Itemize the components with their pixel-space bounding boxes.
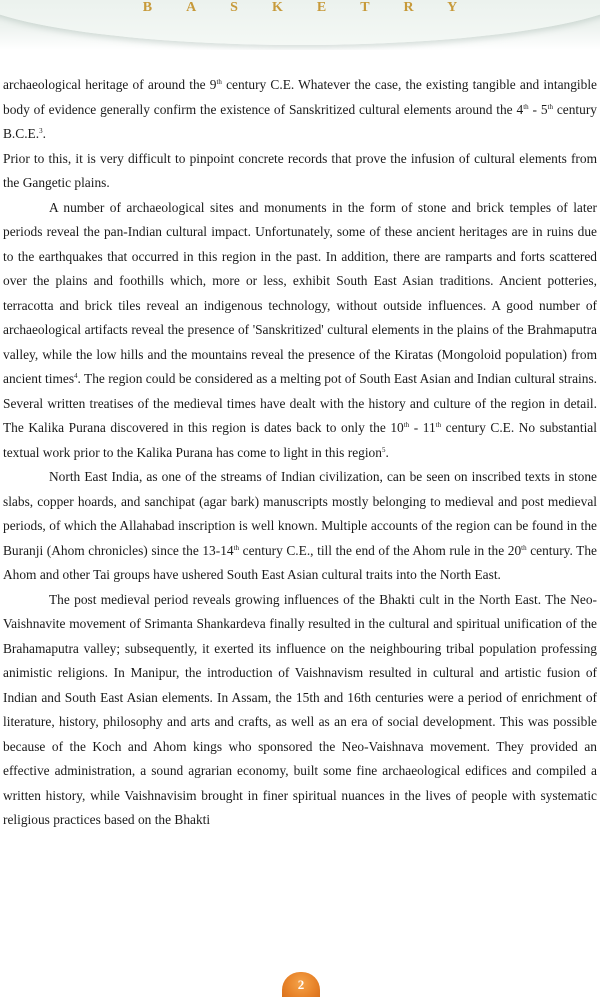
- body-text: [3, 73, 597, 833]
- page-number: 2: [297, 977, 305, 992]
- superscript: th: [547, 102, 553, 111]
- superscript: th: [216, 78, 222, 86]
- superscript: th: [233, 543, 240, 552]
- superscript: th: [521, 543, 527, 552]
- paragraph-1: archaeological heritage of around the 9th century C.E. Whatever the case, the existing tangible and intangible body of evidence generally confirm the existence of Sanskritized cultural elements around the 4th - 5th century B.C.E.$^3$.: [3, 77, 597, 141]
- superscript: th: [403, 421, 410, 429]
- footnote-ref: 5: [381, 445, 386, 454]
- page-number-badge: [282, 972, 320, 997]
- paragraph-2: Prior to this, it is very difficult to pinpoint concrete records that prove the infusion of cultural elements from the Gangetic plains.: [3, 150, 597, 190]
- running-header-title: BASKETRY: [142, 0, 492, 15]
- paragraph-3: A number of archaeological sites and monuments in the form of stone and brick temples of later periods reveal the pan-Indian cultural impact. Unfortunately, some of these ancient heritages are in ruins due to the earthquakes that occurred in this region in the past. In addition, there are ramparts and forts scattered over the plains and foothills which, more or less, exhibit South East Asian traditions. Ancient potteries, terracotta and brick tiles reveal an indigenous technology, without outside influences. A good number of archaeological artifacts reveal the presence of 'Sanskritized' cultural elements in the plains of the Brahmaputra valley, while the low hills and the mountains reveal the presence of the Kiratas (Mongoloid population) from ancient times$^4$. The region could be considered as a melting pot of South East Asian and Indian cultural strains. Several written treatises of the medieval times have dealt with the history and culture of the region in detail. The Kalika Purana discovered in this region is dates back to only the 10th - 11th century C.E. No substantial textual work prior to the Kalika Purana has come to light in this region$^5$.: [3, 199, 598, 460]
- footnote-ref: 3: [39, 127, 43, 135]
- paragraph-5: The post medieval period reveals growing influences of the Bhakti cult in the North East. The Neo-Vaishnavite movement of Srimanta Shankardeva finally resulted in the cultural and spiritual unification of the Brahamaputra valley; subsequently, it exerted its influence on the neighbouring tribal population professing animistic religions. In Manipur, the introduction of Vaishnavism resulted in cultural and artistic fusion of Indian and South East Asian elements. In Assam, the 15th and 16th centuries were a period of enrichment of literature, history, philosophy and arts and crafts, as well as an era of social development. This was possible because of the Koch and Ahom kings who sponsored the Neo-Vaishnava movement. They provided an effective administration, a sound agrarian economy, built some fine archaeological edifices and compiled a written history, while Vaishnavisim brought in finer spiritual nuances in the lives of people with systematic religious practices based on the Bhakti: [3, 591, 597, 827]
- footnote-ref: 4: [74, 372, 78, 380]
- superscript: th: [523, 102, 529, 111]
- page-header: [0, 0, 600, 50]
- paragraph-4: North East India, as one of the streams of Indian civilization, can be seen on inscribed texts in stone slabs, copper hoards, and sanchipat (agar bark) manuscripts mostly belonging to medieval and post medieval periods, of which the Allahabad inscription is well known. Multiple accounts of the region can be found in the Buranji (Ahom chronicles) since the 13-14th century C.E., till the end of the Ahom rule in the 20th century. The Ahom and other Tai groups have ushered South East Asian cultural traits into the North East.: [3, 469, 597, 582]
- superscript: th: [435, 421, 442, 429]
